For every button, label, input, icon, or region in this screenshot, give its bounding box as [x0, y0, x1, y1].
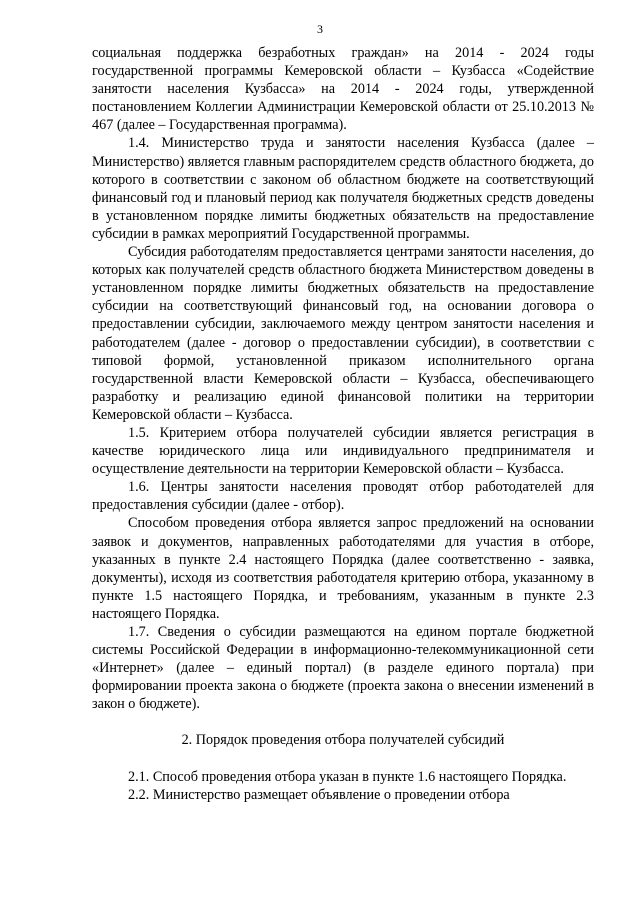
- paragraph-selection-method: Способом проведения отбора является запрос предложений на основании заявок и документов, направленных работодателями для участия в отборе, указанных в пункте 2.4 настоящего Порядка (далее соответственно - заявка, документы), исходя из соответствия работодателя критерию отбора, указанному в пункте 1.5 настоящего Порядка, и требованиям, указанным в пункте 2.3 настоящего Порядка.: [92, 515, 594, 622]
- document-body: [92, 44, 594, 804]
- section-heading: 2. Порядок проведения отбора получателей субсидий: [181, 732, 505, 749]
- paragraph-1-5: 1.5. Критерием отбора получателей субсидии является регистрация в качестве юридического лица или индивидуального предпринимателя и осуществление деятельности на территории Кемеровской области – Кузбасса.: [92, 424, 594, 478]
- paragraph-1-4: 1.4. Министерство труда и занятости населения Кузбасса (далее – Министерство) является главным распорядителем средств областного бюджета, до которого в соответствии с законом об областном бюджете на соответствующий финансовый год и плановый период как получателя бюджетных средств доведены в установленном порядке лимиты бюджетных обязательств на предоставление субсидии в рамках мероприятий Государственной программы.: [92, 135, 594, 242]
- paragraph-1-7: 1.7. Сведения о субсидии размещаются на едином портале бюджетной системы Российской Федерации в информационно-телекоммуникационной сети «Интернет» (далее – единый портал) (в разделе единого портала) при формировании проекта закона о бюджете (проекта закона о внесении изменений в закон о бюджете).: [92, 624, 594, 713]
- paragraph-2-2: 2.2. Министерство размещает объявление о проведении отбора: [128, 786, 510, 803]
- paragraph-subsidy-employers: Субсидия работодателям предоставляется центрами занятости населения, до которых как получателей средств областного бюджета Министерством доведены в установленном порядке лимиты бюджетных обязательств на предоставление субсидии на соответствующий финансовый год, на основании договора о предоставлении субсидии, заключаемого между центром занятости населения и работодателем (далее - договор о предоставлении субсидии), в соответствии с типовой формой, установленной приказом исполнительного органа государственной власти Кемеровской области – Кузбасса, обеспечивающего разработку и реализацию единой финансовой политики на территории Кемеровской области – Кузбасса.: [92, 244, 594, 423]
- paragraph-continuation: социальная поддержка безработных граждан» на 2014 - 2024 годы государственной программы Кемеровской области – Кузбасса «Содействие занятости населения Кузбасса» на 2014 - 2024 годы, утвержденной постановлением Коллегии Администрации Кемеровской области от 25.10.2013 № 467 (далее – Государственная программа).: [92, 45, 594, 134]
- page-number: 3: [317, 22, 323, 36]
- paragraph-1-6: 1.6. Центры занятости населения проводят отбор работодателей для предоставления субсидии (далее - отбор).: [92, 479, 594, 514]
- paragraph-2-1: 2.1. Способ проведения отбора указан в пункте 1.6 настоящего Порядка.: [128, 768, 567, 785]
